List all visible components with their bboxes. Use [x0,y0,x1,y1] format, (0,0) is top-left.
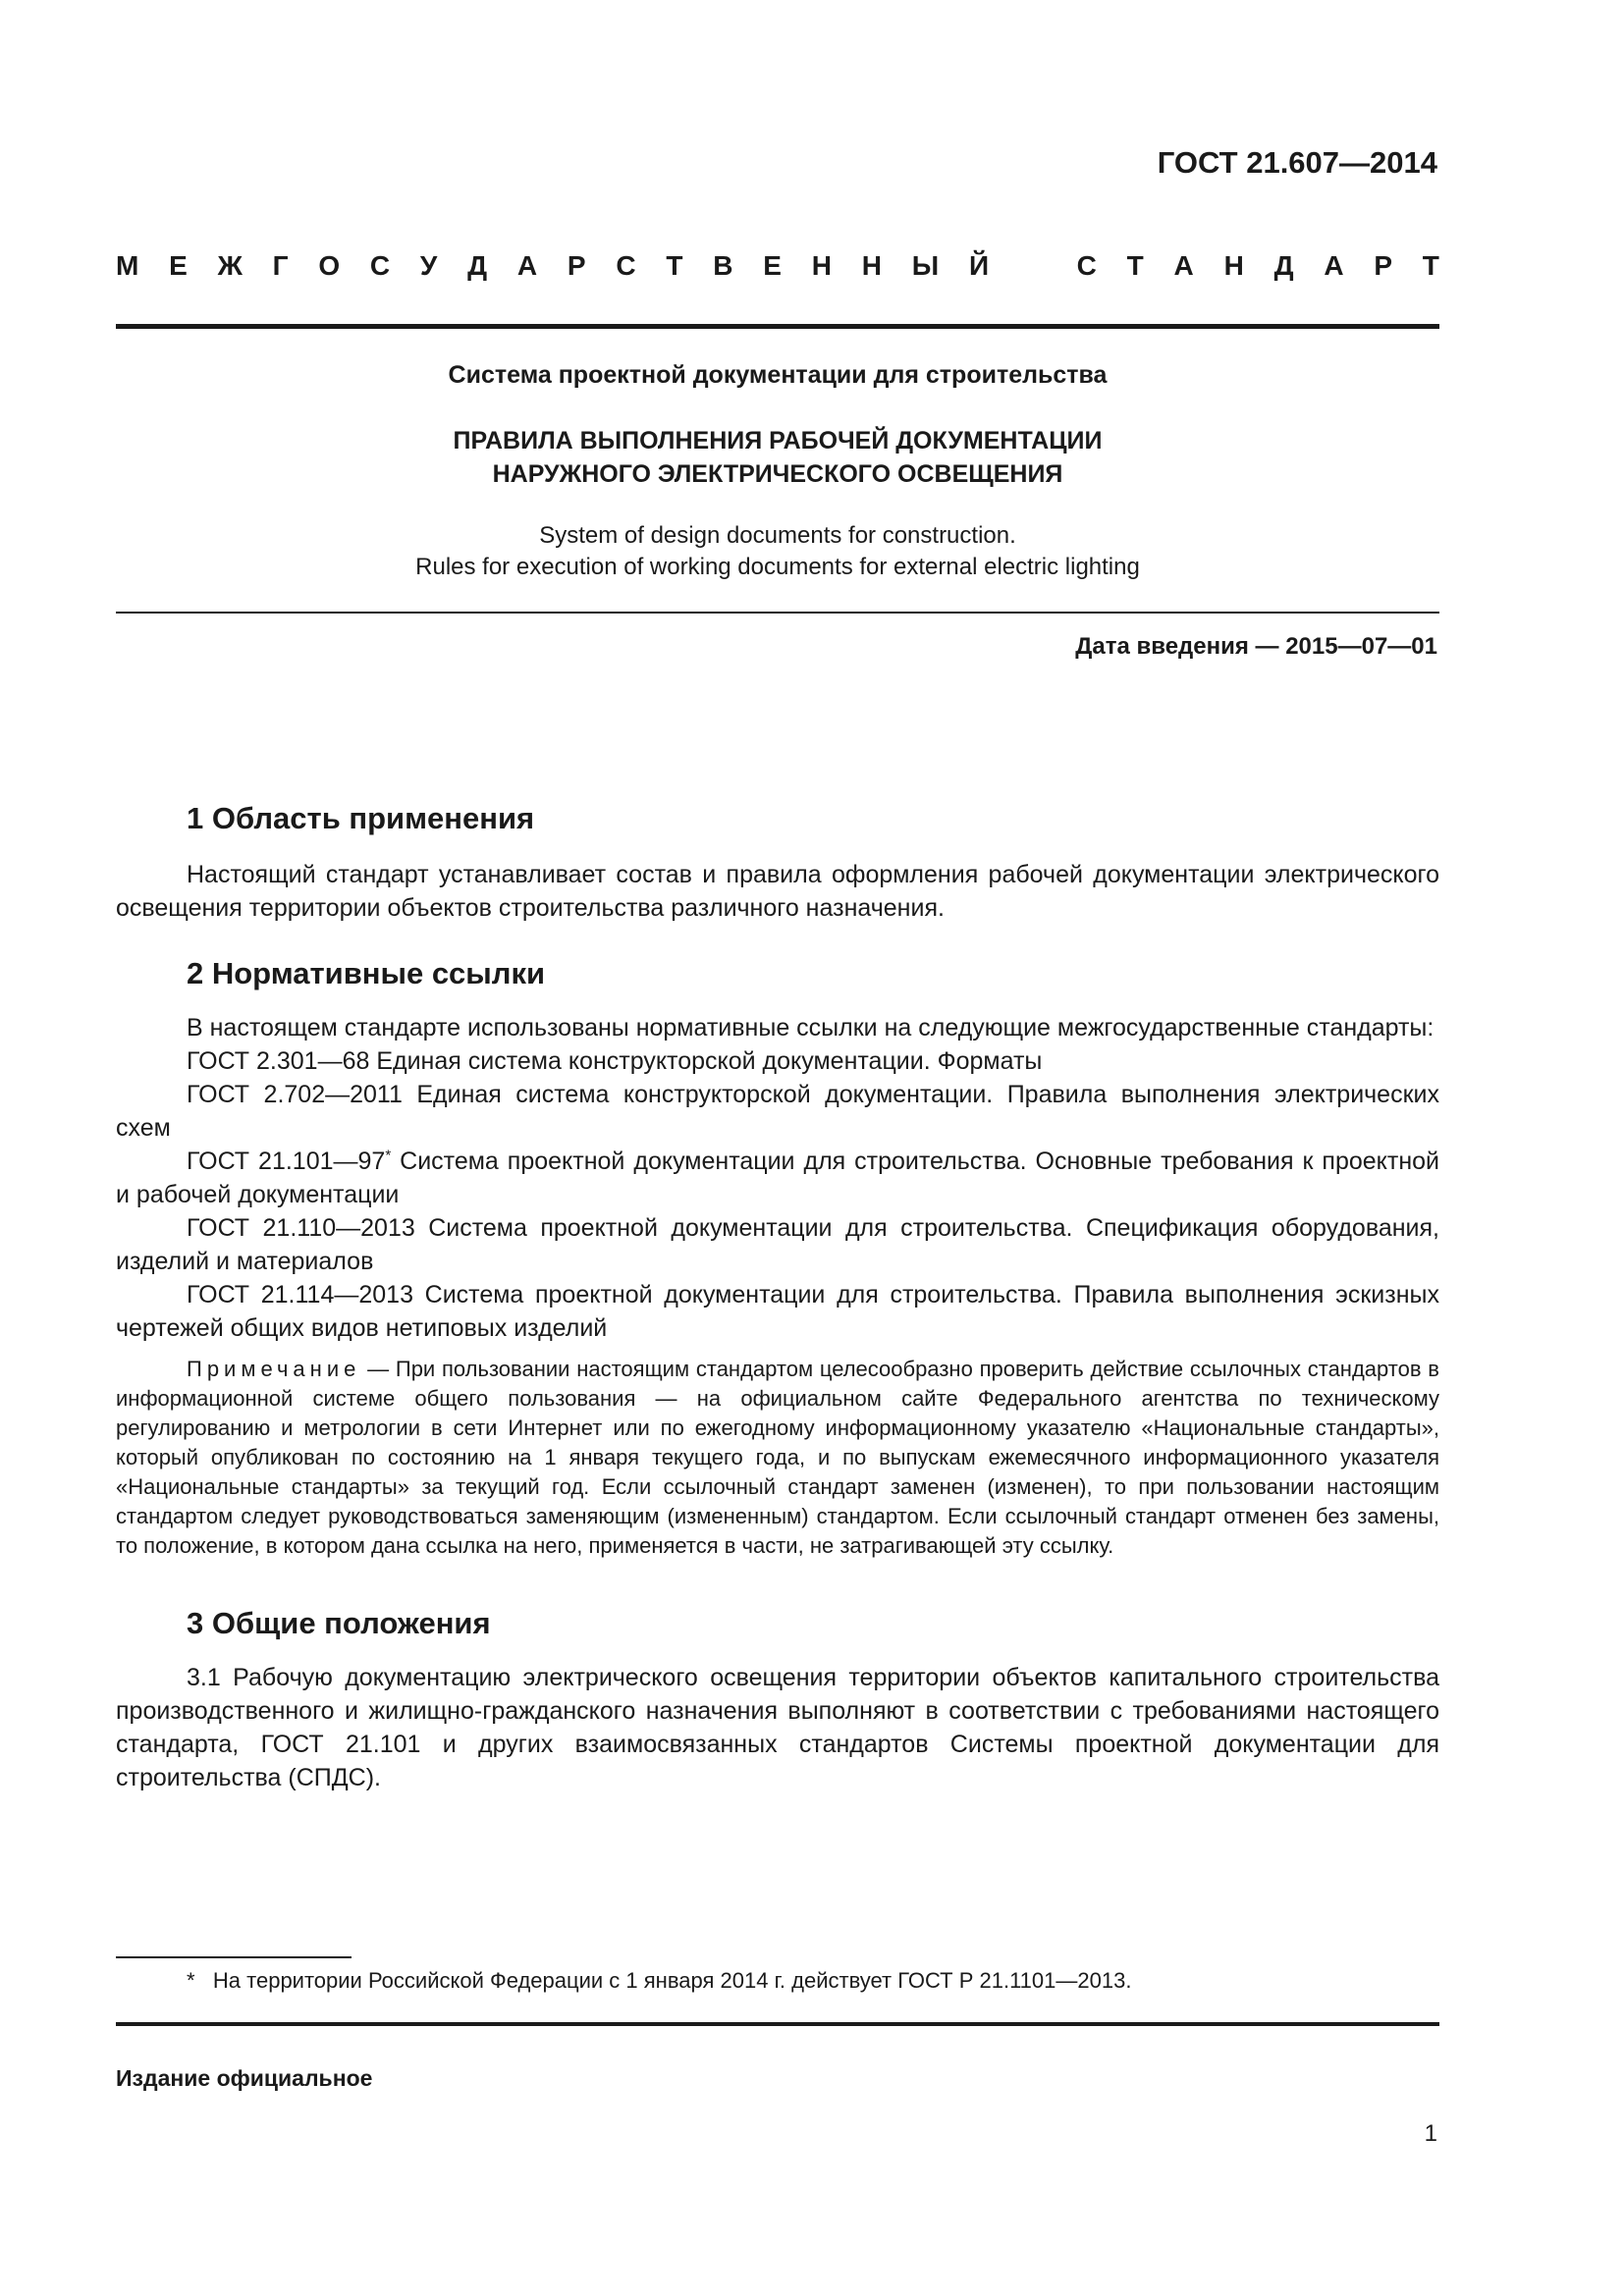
footnote-marker: * [187,1968,195,1993]
section-heading: 1 Область применения [187,801,535,835]
standard-series: Система проектной документации для строительства [448,361,1108,389]
letter: Н [861,250,882,281]
reference-item: ГОСТ 2.702—2011 Единая система конструкторской документации. Правила выполнения электрических схем [116,1081,1439,1142]
reference-item: ГОСТ 21.110—2013 Система проектной документации для строительства. Спецификация оборудования, изделий и материалов [116,1214,1439,1275]
title-english-line: System of design documents for construction. [539,522,1016,549]
letter: Ы [911,250,940,281]
title-english [116,520,1439,583]
letter: Р [567,250,586,281]
letter: Д [1273,250,1294,281]
reference-item: ГОСТ 2.301—68 Единая система конструкторской документации. Форматы [187,1047,1043,1075]
header-divider [116,324,1439,329]
title-english-line: Rules for execution of working documents for external electric lighting [415,554,1140,580]
letter: А [1173,250,1194,281]
standard-type-heading [116,250,1439,282]
letter: Ж [217,250,243,281]
footnote-text: На территории Российской Федерации с 1 января 2014 г. действует ГОСТ Р 21.1101—2013. [212,1968,1132,1993]
footnote-marker: * [385,1147,392,1164]
letter: Й [968,250,990,281]
letter: М [116,250,139,281]
reference-item: ГОСТ 21.114—2013 Система проектной документации для строительства. Правила выполнения эскизных чертежей общих видов нетиповых изделий [116,1281,1439,1342]
word-gap [1019,250,1047,282]
title-russian-line: НАРУЖНОГО ЭЛЕКТРИЧЕСКОГО ОСВЕЩЕНИЯ [492,460,1063,488]
title-russian-line: ПРАВИЛА ВЫПОЛНЕНИЯ РАБОЧЕЙ ДОКУМЕНТАЦИИ [453,427,1103,454]
edition-label: Издание официальное [116,2065,373,2091]
letter: Р [1374,250,1393,281]
paragraph: 3.1 Рабочую документацию электрического освещения территории объектов капитального строительства производственного и жилищно-гражданского назначения выполняют в соответствии с требованиями настоящего стандарта, ГОСТ 21.101 и других взаимосвязанных стандартов Системы проектной документации для строительства (СПДС). [116,1664,1439,1791]
reference-title: Система проектной документации для строительства. Основные требования к проектной и рабочей документации [116,1148,1439,1208]
section-heading: 3 Общие положения [187,1606,491,1640]
letter: С [1076,250,1097,281]
letter: О [318,250,341,281]
reference-code: ГОСТ 21.101—97 [187,1148,386,1175]
footnote [187,1968,1131,1994]
footer-divider [116,2022,1439,2026]
letter: С [369,250,391,281]
paragraph: В настоящем стандарте использованы нормативные ссылки на следующие межгосударственные стандарты: [187,1014,1435,1041]
note-paragraph [116,1355,1439,1561]
page-number: 1 [1424,2120,1437,2147]
letter: Т [1126,250,1144,281]
document-number: ГОСТ 21.607—2014 [1157,145,1437,180]
letter: Е [763,250,782,281]
paragraph: Настоящий стандарт устанавливает состав и правила оформления рабочей документации электрического освещения территории объектов строительства различного назначения. [116,861,1439,922]
reference-item [116,1145,1439,1211]
letter: С [616,250,636,281]
introduction-date: Дата введения — 2015—07—01 [1075,633,1437,660]
letter: Т [1422,250,1439,281]
section-heading: 2 Нормативные ссылки [187,956,546,990]
letter: Д [467,250,488,281]
letter: В [713,250,733,281]
footnote-divider [116,1956,352,1958]
letter: Е [169,250,188,281]
letter: Т [666,250,683,281]
letter: А [1324,250,1344,281]
note-label: Примечание [187,1357,361,1381]
letter: Г [272,250,289,281]
document-body [116,797,1439,1794]
letter: А [516,250,538,281]
letter: Н [811,250,832,281]
letter: У [419,250,438,281]
title-divider [116,612,1439,614]
title-russian [116,424,1439,491]
letter: Н [1223,250,1244,281]
note-text: — При пользовании настоящим стандартом целесообразно проверить действие ссылочных стандартов в информационной системе общего пользования — на официальном сайте Федерального агентства по техническому регулированию и метрологии в сети Интернет или по ежегодному информационному указателю «Национальные стандарты», который опубликован по состоянию на 1 января текущего года, и по выпускам ежемесячного информационного указателя «Национальные стандарты» за текущий год. Если ссылочный стандарт заменен (изменен), то при пользовании настоящим стандартом следует руководствоваться заменяющим (измененным) стандартом. Если ссылочный стандарт отменен без замены, то положение, в котором дана ссылка на него, применяется в части, не затрагивающей эту ссылку. [116,1357,1439,1558]
